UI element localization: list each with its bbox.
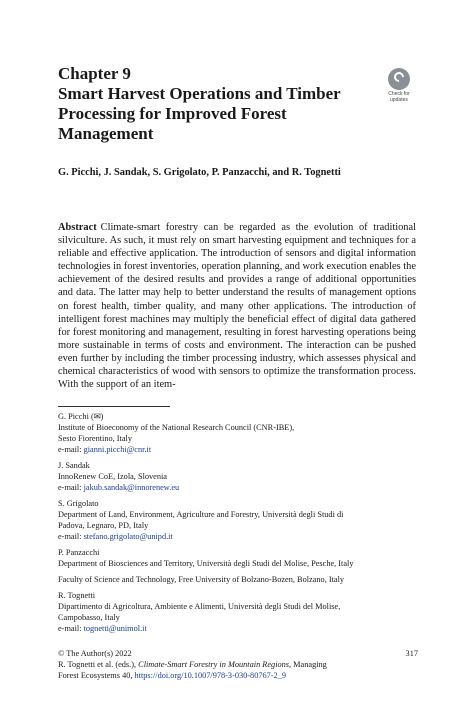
affiliation-line: Dipartimento di Agricoltura, Ambiente e Alimenti, Università degli Studi del Molise, xyxy=(58,602,341,611)
chapter-title: Smart Harvest Operations and Timber Processing for Improved Forest Management xyxy=(58,84,341,143)
author-name: J. Sandak xyxy=(58,461,90,470)
affiliation-picchi xyxy=(58,411,428,455)
footnote-divider xyxy=(58,406,170,407)
affiliation-line: Sesto Fiorentino, Italy xyxy=(58,434,132,443)
affiliations xyxy=(58,411,428,639)
book-title: Climate-Smart Forestry in Mountain Regions xyxy=(138,660,290,669)
citation-suffix: , Managing xyxy=(289,660,327,669)
author-list: G. Picchi, J. Sandak, S. Grigolato, P. Panzacchi, and R. Tognetti xyxy=(58,167,341,178)
affiliation-line: Campobasso, Italy xyxy=(58,613,120,622)
affiliation-line: InnoRenew CoE, Izola, Slovenia xyxy=(58,472,167,481)
chapter-number: Chapter 9 xyxy=(58,64,131,83)
abstract-label: Abstract xyxy=(58,222,97,233)
page-footer xyxy=(58,648,418,681)
affiliation-line: Department of Land, Environment, Agriculture and Forestry, Università degli Studi di xyxy=(58,510,344,519)
email-link[interactable]: stefano.grigolato@unipd.it xyxy=(83,532,173,541)
copyright: © The Author(s) 2022 xyxy=(58,649,132,658)
author-name: R. Tognetti xyxy=(58,591,96,600)
affiliation-panzacchi xyxy=(58,547,428,569)
page-number: 317 xyxy=(405,649,418,658)
author-name: P. Panzacchi xyxy=(58,548,100,557)
check-for-updates-badge[interactable] xyxy=(383,68,415,102)
affiliation-sandak xyxy=(58,460,428,493)
affiliation-tognetti xyxy=(58,590,428,634)
email-prefix: e-mail: xyxy=(58,532,84,541)
affiliation-line: Department of Biosciences and Territory, Università degli Studi del Molise, Pesche, Italy xyxy=(58,559,354,568)
affiliation-line: Padova, Legnaro, PD, Italy xyxy=(58,521,149,530)
email-link[interactable]: jakub.sandak@innorenew.eu xyxy=(83,483,180,492)
email-link[interactable]: gianni.picchi@cnr.it xyxy=(83,445,152,454)
affiliation-grigolato xyxy=(58,498,428,542)
email-prefix: e-mail: xyxy=(58,624,84,633)
citation-prefix: R. Tognetti et al. (eds.), xyxy=(58,660,139,669)
abstract-text: Climate-smart forestry can be regarded as the evolution of traditional silviculture. As such, it must rely on smart harvesting equipment and techniques for a reliable and effective application. The introduction of sensors and digital information technologies in forest inventories, operation planning, and work execution enables the achievement of the desired results and provides a range of additional opportunities and data. The latter may help to better understand the results of management options on forest health, timber quality, and many other applications. The introduction of intelligent forest machines may multiply the beneficial effect of digital data gathered for forest monitoring and management, resulting in forest harvesting operations being more sustainable in terms of costs and environment. The interaction can be pushed even further by including the timber processing industry, which assesses physical and chemical characteristics of wood with sensors to optimize the transformation process. With the support of an item- xyxy=(58,222,416,391)
abstract xyxy=(58,221,416,391)
check-for-updates-icon xyxy=(388,68,410,90)
doi-link[interactable]: https://doi.org/10.1007/978-3-030-80767-2_9 xyxy=(134,671,287,680)
author-name: G. Picchi (✉) xyxy=(58,412,104,421)
email-link[interactable]: tognetti@unimol.it xyxy=(83,624,147,633)
affiliation-extra: Faculty of Science and Technology, Free University of Bolzano-Bozen, Bolzano, Italy xyxy=(58,575,345,584)
chapter-heading xyxy=(58,64,378,144)
email-prefix: e-mail: xyxy=(58,483,84,492)
badge-label: Check for updates xyxy=(388,91,410,103)
author-name: S. Grigolato xyxy=(58,499,99,508)
series: Forest Ecosystems 40, xyxy=(58,671,135,680)
citation xyxy=(58,659,418,670)
affiliation-line: Institute of Bioeconomy of the National Research Council (CNR-IBE), xyxy=(58,423,295,432)
email-prefix: e-mail: xyxy=(58,445,84,454)
